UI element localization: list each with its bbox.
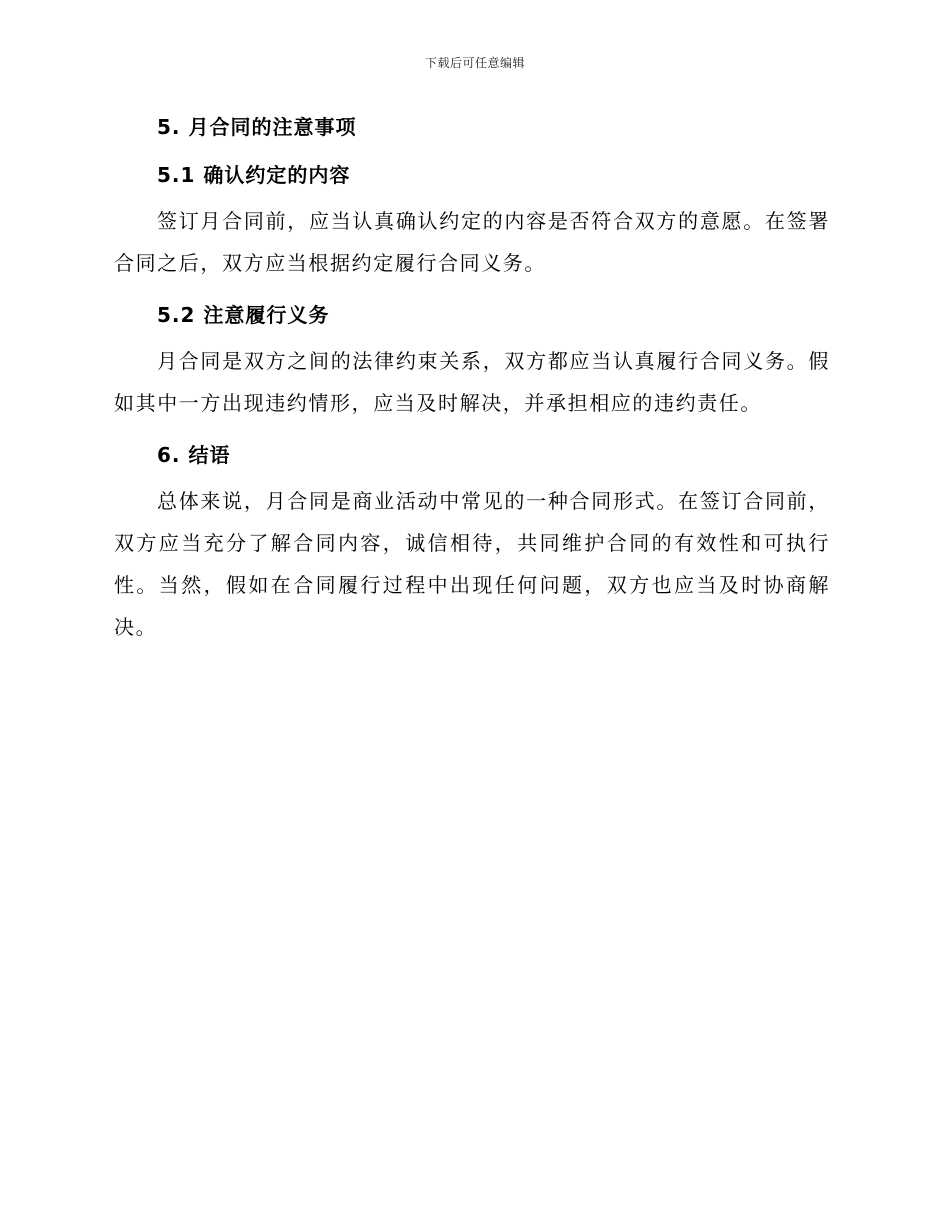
section-5-1-heading: 5.1 确认约定的内容 (157, 163, 351, 187)
document-body (114, 110, 830, 654)
section-5-heading: 5. 月合同的注意事项 (157, 115, 357, 139)
section-5-2-paragraph: 月合同是双方之间的法律约束关系，双方都应当认真履行合同义务。假如其中一方出现违约情形，应当及时解决，并承担相应的违约责任。 (114, 349, 830, 415)
section-6-heading: 6. 结语 (157, 443, 231, 467)
section-5-1-paragraph: 签订月合同前，应当认真确认约定的内容是否符合双方的意愿。在签署合同之后，双方应当根据约定履行合同义务。 (114, 209, 830, 275)
section-5-2-heading: 5.2 注意履行义务 (157, 303, 330, 327)
header-note: 下载后可任意编辑 (424, 56, 525, 70)
section-6-paragraph: 总体来说，月合同是商业活动中常见的一种合同形式。在签订合同前，双方应当充分了解合同内容，诚信相待，共同维护合同的有效性和可执行性。当然，假如在合同履行过程中出现任何问题，双方也应当及时协商解决。 (114, 489, 830, 639)
